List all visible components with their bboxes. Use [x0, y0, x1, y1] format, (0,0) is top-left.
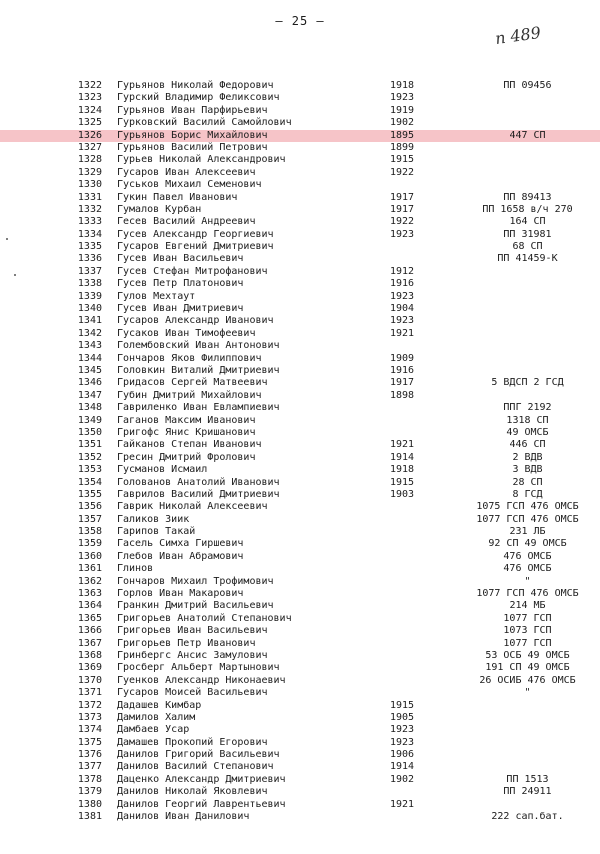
person-name: Гросберг Альберт Мартынович [117, 662, 280, 674]
table-row [0, 452, 600, 464]
person-name: Глинов [117, 563, 154, 575]
birth-year: 1923 [390, 228, 415, 240]
person-name: Дамилов Халим [117, 711, 196, 723]
unit-info: 92 СП 49 ОМСБ [488, 538, 567, 550]
table-row [0, 117, 600, 129]
unit-info: 476 ОМСБ [503, 563, 552, 575]
table-row [0, 315, 600, 327]
table-row [0, 774, 600, 786]
row-number: 1367 [77, 637, 102, 649]
row-number: 1363 [77, 588, 102, 600]
row-number: 1326 [77, 129, 102, 141]
table-row [0, 229, 600, 241]
table-row [0, 563, 600, 575]
table-row [0, 154, 600, 166]
unit-info: 5 ВДСП 2 ГСД [491, 377, 564, 389]
row-number: 1335 [77, 241, 102, 253]
table-row [0, 278, 600, 290]
birth-year: 1918 [390, 464, 415, 476]
birth-year: 1915 [390, 154, 415, 166]
row-number: 1356 [77, 501, 102, 513]
person-name: Гончаров Яков Филиппович [117, 352, 262, 364]
birth-year: 1923 [390, 724, 415, 736]
row-number: 1373 [77, 711, 102, 723]
person-name: Глебов Иван Абрамович [117, 550, 244, 562]
person-name: Гусаров Евгений Дмитриевич [117, 241, 274, 253]
row-number: 1324 [77, 104, 102, 116]
birth-year: 1918 [390, 80, 415, 91]
row-number: 1376 [77, 749, 102, 761]
table-row [0, 241, 600, 253]
row-number: 1350 [77, 426, 102, 438]
person-name: Дамбаев Усар [117, 724, 190, 736]
table-row [0, 266, 600, 278]
person-name: Гесев Василий Андреевич [117, 216, 256, 228]
row-number: 1340 [77, 303, 102, 315]
table-row [0, 427, 600, 439]
row-number: 1359 [77, 538, 102, 550]
unit-info: ПП 1658 в/ч 270 [482, 203, 573, 215]
row-number: 1347 [77, 389, 102, 401]
table-row [0, 650, 600, 662]
unit-info: 1073 ГСП [503, 625, 552, 637]
person-name: Дамашев Прокопий Егорович [117, 736, 268, 748]
row-number: 1366 [77, 625, 102, 637]
row-number: 1341 [77, 315, 102, 327]
unit-info: 231 ЛБ [509, 526, 546, 538]
unit-info: 26 ОСИБ 476 ОМСБ [479, 674, 576, 686]
row-number: 1346 [77, 377, 102, 389]
page-number: — 25 — [275, 14, 325, 28]
person-name: Гаврилов Василий Дмитриевич [117, 488, 280, 500]
birth-year: 1909 [390, 352, 415, 364]
person-name: Гасель Симха Гиршевич [117, 538, 244, 550]
unit-info: 1077 ГСП 476 ОМСБ [476, 588, 579, 600]
table-row [0, 179, 600, 191]
person-name: Голованов Анатолий Иванович [117, 476, 280, 488]
unit-info: 214 МБ [509, 600, 546, 612]
person-name: Гуенков Александр Никонаевич [117, 674, 286, 686]
row-number: 1358 [77, 526, 102, 538]
unit-info: 49 ОМСБ [506, 426, 549, 438]
table-row [0, 700, 600, 712]
person-name: Гресин Дмитрий Фролович [117, 451, 256, 463]
unit-info: ПП 89413 [503, 191, 552, 203]
table-row [0, 662, 600, 674]
birth-year: 1902 [390, 773, 415, 785]
table-row [0, 167, 600, 179]
row-number: 1332 [77, 203, 102, 215]
row-number: 1369 [77, 662, 102, 674]
table-row [0, 216, 600, 228]
row-number: 1330 [77, 179, 102, 191]
unit-info: 68 СП [512, 241, 543, 253]
row-number: 1380 [77, 798, 102, 810]
unit-info: 1077 ГСП 476 ОМСБ [476, 513, 579, 525]
table-row [0, 377, 600, 389]
birth-year: 1898 [390, 389, 415, 401]
person-name: Данилов Василий Степанович [117, 761, 274, 773]
table-row [0, 192, 600, 204]
birth-year: 1921 [390, 798, 415, 810]
row-number: 1361 [77, 563, 102, 575]
table-row [0, 142, 600, 154]
table-row [0, 749, 600, 761]
row-number: 1339 [77, 290, 102, 302]
unit-info: ППГ 2192 [503, 402, 552, 414]
unit-info: 447 СП [509, 129, 546, 141]
row-number: 1336 [77, 253, 102, 265]
table-row [0, 724, 600, 736]
unit-info: 3 ВДВ [512, 464, 543, 476]
person-name: Даценко Александр Дмитриевич [117, 773, 286, 785]
unit-info: 1318 СП [506, 414, 549, 426]
person-name: Григорьев Петр Иванович [117, 637, 256, 649]
person-name: Губин Дмитрий Михайлович [117, 389, 262, 401]
row-number: 1375 [77, 736, 102, 748]
person-name: Гурский Владимир Феликсович [117, 92, 280, 104]
birth-year: 1916 [390, 364, 415, 376]
table-row [0, 551, 600, 563]
row-number: 1368 [77, 649, 102, 661]
table-row [0, 365, 600, 377]
row-number: 1354 [77, 476, 102, 488]
row-number: 1345 [77, 364, 102, 376]
unit-info: 53 ОСБ 49 ОМСБ [485, 649, 570, 661]
unit-info: 191 СП 49 ОМСБ [485, 662, 570, 674]
person-name: Гарипов Такай [117, 526, 196, 538]
person-name: Гусаров Иван Алексеевич [117, 166, 256, 178]
person-name: Гуськов Михаил Семенович [117, 179, 262, 191]
table-row [0, 811, 600, 823]
unit-info: 28 СП [512, 476, 543, 488]
person-name: Гусев Иван Васильевич [117, 253, 244, 265]
person-name: Гурьянов Борис Михайлович [117, 129, 268, 141]
table-row [0, 328, 600, 340]
unit-info: 446 СП [509, 439, 546, 451]
birth-year: 1895 [390, 129, 415, 141]
person-name: Головкин Виталий Дмитриевич [117, 364, 280, 376]
birth-year: 1916 [390, 278, 415, 290]
table-row [0, 712, 600, 724]
person-name: Галиков Зиик [117, 513, 190, 525]
row-number: 1372 [77, 699, 102, 711]
row-number: 1331 [77, 191, 102, 203]
row-number: 1333 [77, 216, 102, 228]
row-number: 1365 [77, 612, 102, 624]
person-name: Гурьев Николай Александрович [117, 154, 286, 166]
row-number: 1362 [77, 575, 102, 587]
table-row [0, 402, 600, 414]
person-name: Дадашев Кимбар [117, 699, 202, 711]
table-row [0, 638, 600, 650]
unit-info: 222 сап.бат. [491, 811, 564, 823]
person-name: Гусев Стефан Митрофанович [117, 265, 268, 277]
unit-info: 164 СП [509, 216, 546, 228]
birth-year: 1917 [390, 203, 415, 215]
birth-year: 1921 [390, 439, 415, 451]
birth-year: 1921 [390, 327, 415, 339]
person-name: Горлов Иван Макарович [117, 588, 244, 600]
birth-year: 1904 [390, 303, 415, 315]
row-number: 1379 [77, 786, 102, 798]
table-row [0, 340, 600, 352]
birth-year: 1922 [390, 166, 415, 178]
row-number: 1327 [77, 141, 102, 153]
table-row [0, 687, 600, 699]
table-row [0, 600, 600, 612]
person-name: Данилов Георгий Лаврентьевич [117, 798, 286, 810]
birth-year: 1914 [390, 761, 415, 773]
row-number: 1323 [77, 92, 102, 104]
table-row [0, 588, 600, 600]
birth-year: 1914 [390, 451, 415, 463]
unit-info: " [524, 687, 531, 699]
row-number: 1344 [77, 352, 102, 364]
row-number: 1370 [77, 674, 102, 686]
unit-info: 2 ВДВ [512, 451, 543, 463]
row-number: 1338 [77, 278, 102, 290]
table-row [0, 80, 600, 92]
person-name: Гринбергс Ансис Замулович [117, 649, 268, 661]
person-name: Гусев Петр Платонович [117, 278, 244, 290]
row-number: 1349 [77, 414, 102, 426]
row-number: 1325 [77, 117, 102, 129]
person-name: Гурьянов Николай Федорович [117, 80, 274, 91]
unit-info: " [524, 575, 531, 587]
table-row [0, 204, 600, 216]
unit-info: ПП 24911 [503, 786, 552, 798]
table-row [0, 514, 600, 526]
birth-year: 1917 [390, 191, 415, 203]
row-number: 1337 [77, 265, 102, 277]
person-name: Данилов Николай Яковлевич [117, 786, 268, 798]
row-number: 1351 [77, 439, 102, 451]
table-row [0, 576, 600, 588]
person-name: Гулов Мехтаут [117, 290, 196, 302]
person-name: Голембовский Иван Антонович [117, 340, 280, 352]
person-name: Гусев Иван Дмитриевич [117, 303, 244, 315]
table-row [0, 92, 600, 104]
row-number: 1322 [77, 80, 102, 91]
table-row [0, 253, 600, 265]
birth-year: 1923 [390, 736, 415, 748]
person-name: Гусаров Моисей Васильевич [117, 687, 268, 699]
row-number: 1357 [77, 513, 102, 525]
table-row [0, 415, 600, 427]
row-number: 1353 [77, 464, 102, 476]
table-row-highlighted [0, 130, 600, 142]
person-name: Григорьев Анатолий Степанович [117, 612, 292, 624]
handwritten-note: n 489 [493, 22, 543, 49]
birth-year: 1903 [390, 488, 415, 500]
row-number: 1352 [77, 451, 102, 463]
person-name: Гусаков Иван Тимофеевич [117, 327, 256, 339]
birth-year: 1902 [390, 117, 415, 129]
birth-year: 1899 [390, 141, 415, 153]
person-name: Гавриленко Иван Евлампиевич [117, 402, 280, 414]
table-row [0, 477, 600, 489]
row-number: 1348 [77, 402, 102, 414]
unit-info: ПП 09456 [503, 80, 552, 91]
unit-info: ПП 1513 [506, 773, 549, 785]
birth-year: 1919 [390, 104, 415, 116]
person-name: Гаврик Николай Алексеевич [117, 501, 268, 513]
birth-year: 1917 [390, 377, 415, 389]
table-row [0, 613, 600, 625]
birth-year: 1923 [390, 92, 415, 104]
table-row [0, 501, 600, 513]
table-row [0, 464, 600, 476]
person-name: Гусаров Александр Иванович [117, 315, 274, 327]
unit-info: 1075 ГСП 476 ОМСБ [476, 501, 579, 513]
person-name: Гридасов Сергей Матвеевич [117, 377, 268, 389]
unit-info: 476 ОМСБ [503, 550, 552, 562]
row-number: 1374 [77, 724, 102, 736]
person-name: Григорьев Иван Васильевич [117, 625, 268, 637]
row-number: 1360 [77, 550, 102, 562]
table-row [0, 439, 600, 451]
row-number: 1343 [77, 340, 102, 352]
table-row [0, 799, 600, 811]
person-name: Гумалов Курбан [117, 203, 202, 215]
person-name: Гусев Александр Георгиевич [117, 228, 274, 240]
table-row [0, 737, 600, 749]
row-number: 1355 [77, 488, 102, 500]
birth-year: 1906 [390, 749, 415, 761]
table-row [0, 390, 600, 402]
person-name: Гончаров Михаил Трофимович [117, 575, 274, 587]
table-row [0, 105, 600, 117]
row-number: 1371 [77, 687, 102, 699]
table-row [0, 291, 600, 303]
row-number: 1381 [77, 811, 102, 823]
person-name: Гаганов Максим Иванович [117, 414, 256, 426]
birth-year: 1922 [390, 216, 415, 228]
person-name: Гусманов Исмаил [117, 464, 208, 476]
person-name: Гурьянов Иван Парфирьевич [117, 104, 268, 116]
row-number: 1377 [77, 761, 102, 773]
person-name: Данилов Иван Данилович [117, 811, 250, 823]
birth-year: 1923 [390, 315, 415, 327]
unit-info: ПП 41459-К [497, 253, 558, 265]
person-name: Григофс Янис Кришанович [117, 426, 256, 438]
unit-info: 8 ГСД [512, 488, 543, 500]
row-number: 1364 [77, 600, 102, 612]
table-row [0, 625, 600, 637]
birth-year: 1915 [390, 476, 415, 488]
birth-year: 1912 [390, 265, 415, 277]
row-number: 1378 [77, 773, 102, 785]
row-number: 1342 [77, 327, 102, 339]
birth-year: 1923 [390, 290, 415, 302]
birth-year: 1915 [390, 699, 415, 711]
table-row [0, 526, 600, 538]
unit-info: ПП 31981 [503, 228, 552, 240]
unit-info: 1077 ГСП [503, 637, 552, 649]
row-number: 1329 [77, 166, 102, 178]
person-name: Гурьянов Василий Петрович [117, 141, 268, 153]
person-name: Гурковский Василий Самойлович [117, 117, 292, 129]
table-row [0, 761, 600, 773]
table-row [0, 675, 600, 687]
table-row [0, 489, 600, 501]
person-name: Гайканов Степан Иванович [117, 439, 262, 451]
name-list [0, 80, 600, 823]
unit-info: 1077 ГСП [503, 612, 552, 624]
birth-year: 1905 [390, 711, 415, 723]
table-row [0, 353, 600, 365]
person-name: Гукин Павел Иванович [117, 191, 238, 203]
person-name: Гранкин Дмитрий Васильевич [117, 600, 274, 612]
table-row [0, 538, 600, 550]
row-number: 1334 [77, 228, 102, 240]
person-name: Данилов Григорий Васильевич [117, 749, 280, 761]
table-row [0, 786, 600, 798]
row-number: 1328 [77, 154, 102, 166]
table-row [0, 303, 600, 315]
